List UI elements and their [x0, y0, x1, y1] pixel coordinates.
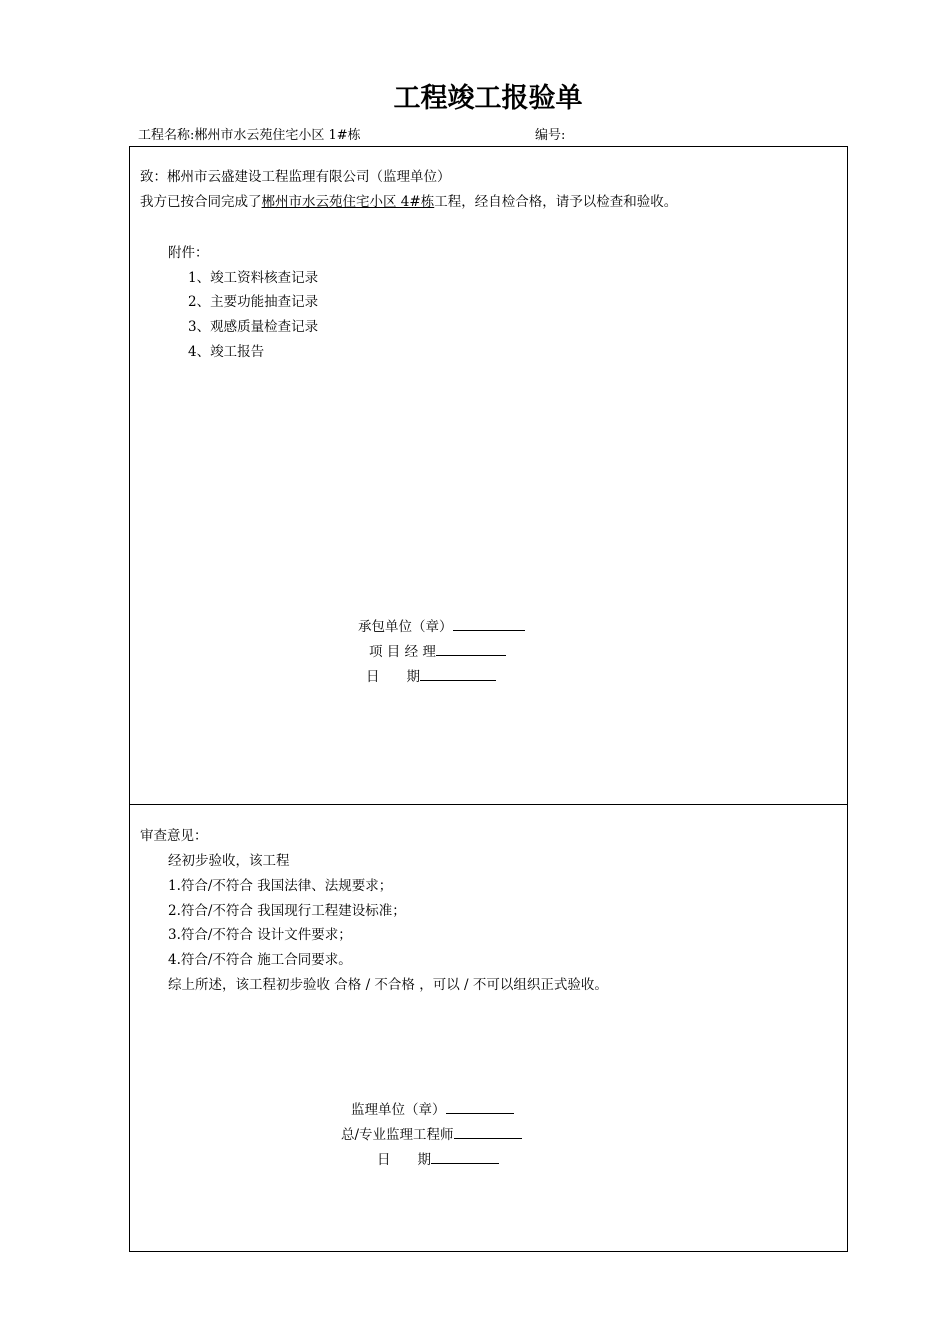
opinion-line: 3.符合/不符合 设计文件要求； — [168, 927, 352, 943]
opinion-label: 审查意见： — [140, 828, 208, 844]
opinion-line: 1.符合/不符合 我国法律、法规要求； — [168, 878, 393, 894]
form-box — [129, 146, 848, 1252]
opinion-line: 经初步验收，该工程 — [168, 853, 290, 869]
attachments-label: 附件： — [168, 245, 209, 261]
lower-date-blank — [431, 1151, 499, 1164]
opinion-line: 4.符合/不符合 施工合同要求。 — [168, 952, 352, 968]
project-name: 工程名称:郴州市水云苑住宅小区 1#栋 — [138, 128, 361, 143]
statement-prefix: 我方已按合同完成了 — [140, 194, 262, 210]
supervisor-sign — [351, 1098, 514, 1118]
attachment-item: 4、竣工报告 — [188, 344, 265, 360]
supervisor-unit-blank — [446, 1101, 514, 1114]
attachment-item: 3、观感质量检查记录 — [188, 319, 319, 335]
upper-date-blank — [420, 668, 496, 681]
manager-sign — [369, 640, 506, 660]
statement-project: 郴州市水云苑住宅小区 4#栋 — [261, 194, 435, 210]
to-line: 致：郴州市云盛建设工程监理有限公司（监理单位） — [140, 169, 451, 185]
attachment-item: 1、竣工资料核查记录 — [188, 270, 319, 286]
attachment-item: 2、主要功能抽查记录 — [188, 294, 319, 310]
statement-suffix: 工程，经自检合格，请予以检查和验收。 — [434, 194, 678, 210]
upper-date-label: 日 期 — [366, 669, 420, 685]
project-manager-blank — [436, 643, 506, 656]
contractor-unit-blank — [453, 618, 525, 631]
engineer-label: 总/专业监理工程师 — [341, 1127, 454, 1143]
contractor-unit-label: 承包单位（章） — [358, 619, 453, 635]
project-manager-label: 项 目 经 理 — [369, 644, 436, 660]
statement — [140, 190, 677, 210]
engineer-sign — [341, 1123, 522, 1143]
supervisor-unit-label: 监理单位（章） — [351, 1102, 446, 1118]
opinion-conclusion: 综上所述，该工程初步验收 合格 / 不合格 ，可以 / 不可以组织正式验收。 — [168, 977, 608, 993]
lower-date-sign — [377, 1148, 499, 1168]
contractor-sign — [358, 615, 525, 635]
engineer-blank — [454, 1126, 522, 1139]
upper-date-sign — [366, 665, 496, 685]
opinion-line: 2.符合/不符合 我国现行工程建设标准； — [168, 903, 406, 919]
number-label: 编号: — [535, 128, 566, 143]
section-divider — [130, 804, 847, 805]
form-title: 工程竣工报验单 — [393, 83, 583, 114]
lower-date-label: 日 期 — [377, 1152, 431, 1168]
